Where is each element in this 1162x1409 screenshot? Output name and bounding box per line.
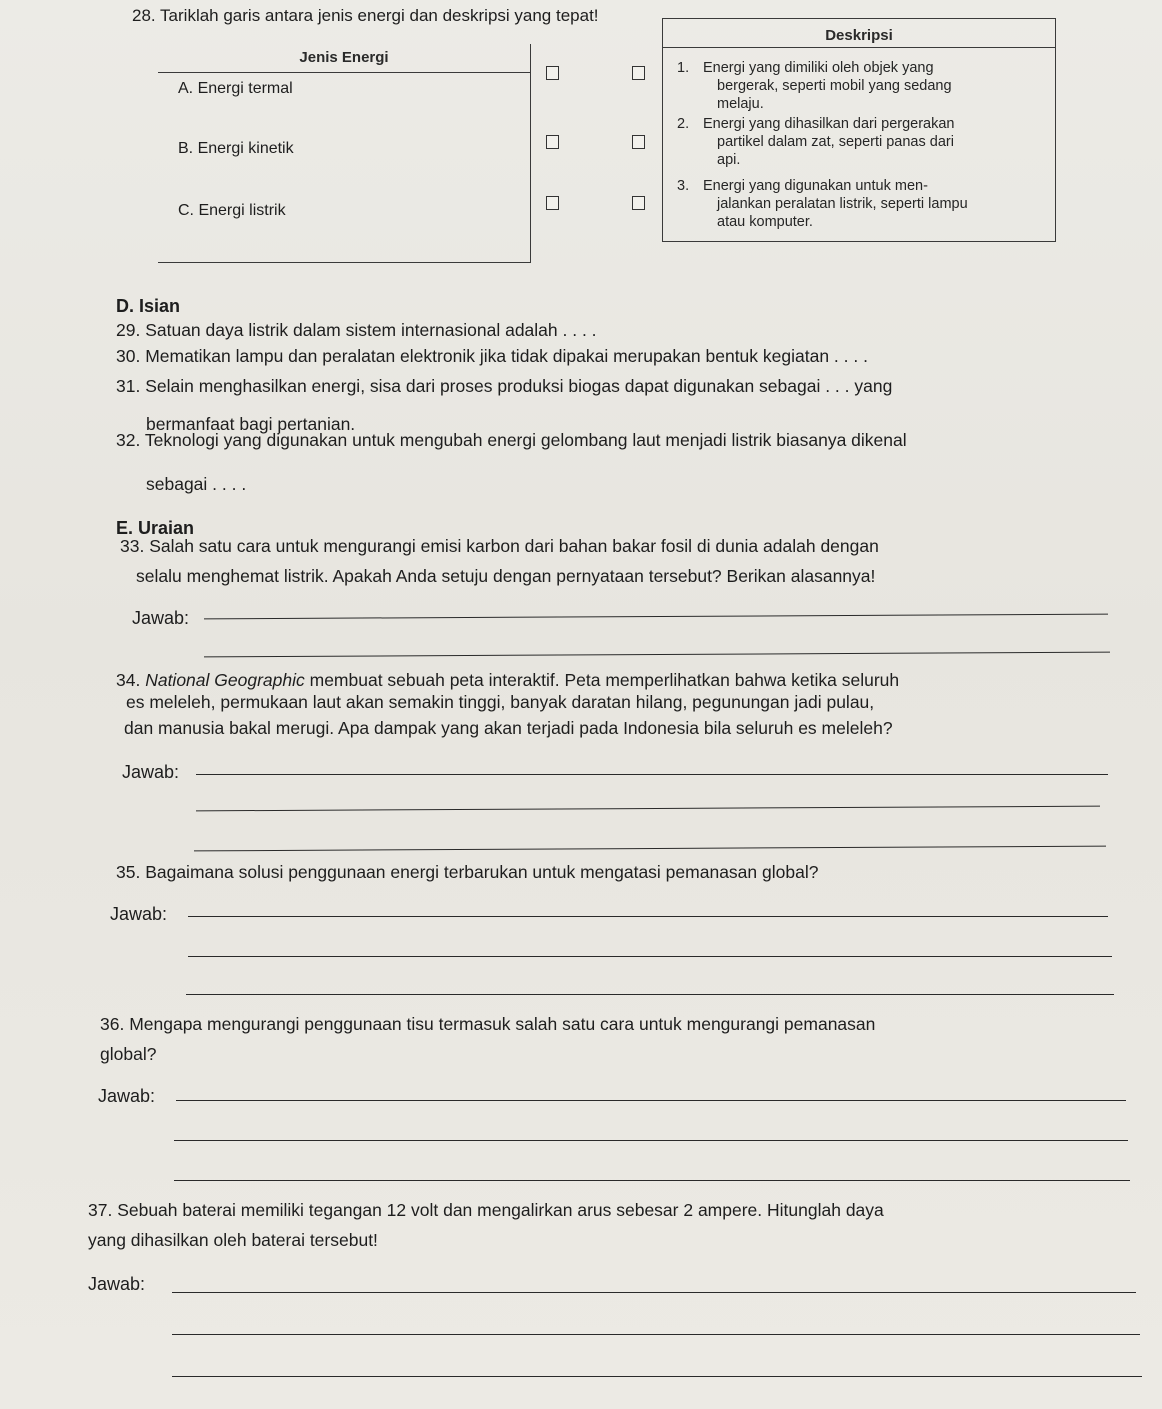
q34-answer-line-1[interactable] <box>196 774 1108 775</box>
energy-type-a: A. Energi termal <box>178 80 293 97</box>
description-2: 2. Energi yang dihasilkan dari pergerakan partikel dalam zat, seperti panas dari api. <box>677 116 955 168</box>
description-table <box>662 18 1056 242</box>
q37-text-line2: yang dihasilkan oleh baterai tersebut! <box>88 1230 378 1250</box>
connector-box-b[interactable] <box>546 135 559 149</box>
q34-text-line1: 34. National Geographic membuat sebuah peta interaktif. Peta memperlihatkan bahwa ketika seluruh <box>116 670 900 690</box>
q37-answer-line-3[interactable] <box>172 1376 1142 1377</box>
energy-type-b: B. Energi kinetik <box>178 140 294 157</box>
q35-answer-line-3[interactable] <box>186 994 1114 995</box>
q35-answer-line-1[interactable] <box>188 916 1108 917</box>
q35-text: 35. Bagaimana solusi penggunaan energi terbarukan untuk mengatasi pemanasan global? <box>116 862 819 882</box>
q37-answer-line-1[interactable] <box>172 1292 1136 1293</box>
description-1: 1. Energi yang dimiliki oleh objek yang bergerak, seperti mobil yang sedang melaju. <box>677 60 952 112</box>
section-e-heading: E. Uraian <box>116 518 195 538</box>
description-3: 3. Energi yang digunakan untuk men- jalankan peralatan listrik, seperti lampu atau komputer. <box>677 178 968 230</box>
q32-text-line2: sebagai . . . . <box>146 474 247 494</box>
q28-instruction: 28. Tariklah garis antara jenis energi dan deskripsi yang tepat! <box>132 6 599 25</box>
q35-answer-label: Jawab: <box>110 904 168 924</box>
connector-box-1[interactable] <box>632 66 645 80</box>
description-header: Deskripsi <box>663 19 1055 48</box>
q30-text: 30. Mematikan lampu dan peralatan elektronik jika tidak dipakai merupakan bentuk kegiatan . . . . <box>116 346 868 366</box>
q36-answer-line-1[interactable] <box>176 1100 1126 1101</box>
q34-text-line2: es meleleh, permukaan laut akan semakin tinggi, banyak daratan hilang, pegunungan jadi pulau, <box>126 692 875 712</box>
q37-answer-line-2[interactable] <box>172 1334 1140 1335</box>
q33-answer-line-1[interactable] <box>204 614 1108 620</box>
energy-type-header: Jenis Energi <box>158 44 530 73</box>
q33-text-line2: selalu menghemat listrik. Apakah Anda setuju dengan pernyataan tersebut? Berikan alasannya! <box>136 566 876 586</box>
q36-text-line1: 36. Mengapa mengurangi penggunaan tisu termasuk salah satu cara untuk mengurangi pemanasan <box>100 1014 876 1034</box>
q34-answer-line-3[interactable] <box>194 846 1106 852</box>
connector-box-c[interactable] <box>546 196 559 210</box>
q33-answer-line-2[interactable] <box>204 652 1110 658</box>
section-d-heading: D. Isian <box>116 296 181 316</box>
q37-answer-label: Jawab: <box>88 1274 146 1294</box>
connector-box-3[interactable] <box>632 196 645 210</box>
q36-text-line2: global? <box>100 1044 157 1064</box>
q36-answer-label: Jawab: <box>98 1086 156 1106</box>
energy-type-c: C. Energi listrik <box>178 202 286 219</box>
q29-text: 29. Satuan daya listrik dalam sistem internasional adalah . . . . <box>116 320 597 340</box>
energy-type-table <box>158 44 531 263</box>
q34-answer-label: Jawab: <box>122 762 180 782</box>
q32-text-line1: 32. Teknologi yang digunakan untuk mengubah energi gelombang laut menjadi listrik biasanya dikenal <box>116 430 907 450</box>
q34-answer-line-2[interactable] <box>196 806 1100 812</box>
q36-answer-line-2[interactable] <box>174 1140 1128 1141</box>
connector-box-2[interactable] <box>632 135 645 149</box>
q35-answer-line-2[interactable] <box>188 956 1112 957</box>
q33-text-line1: 33. Salah satu cara untuk mengurangi emisi karbon dari bahan bakar fosil di dunia adalah dengan <box>120 536 879 556</box>
q31-text-line1: 31. Selain menghasilkan energi, sisa dari proses produksi biogas dapat digunakan sebagai . . . yang <box>116 376 893 396</box>
connector-box-a[interactable] <box>546 66 559 80</box>
q34-text-line3: dan manusia bakal merugi. Apa dampak yang akan terjadi pada Indonesia bila seluruh es meleleh? <box>124 718 893 738</box>
q36-answer-line-3[interactable] <box>174 1180 1130 1181</box>
q33-answer-label: Jawab: <box>132 608 190 628</box>
q31-text-line2: bermanfaat bagi pertanian. <box>146 414 356 434</box>
q37-text-line1: 37. Sebuah baterai memiliki tegangan 12 volt dan mengalirkan arus sebesar 2 ampere. Hitunglah daya <box>88 1200 884 1220</box>
